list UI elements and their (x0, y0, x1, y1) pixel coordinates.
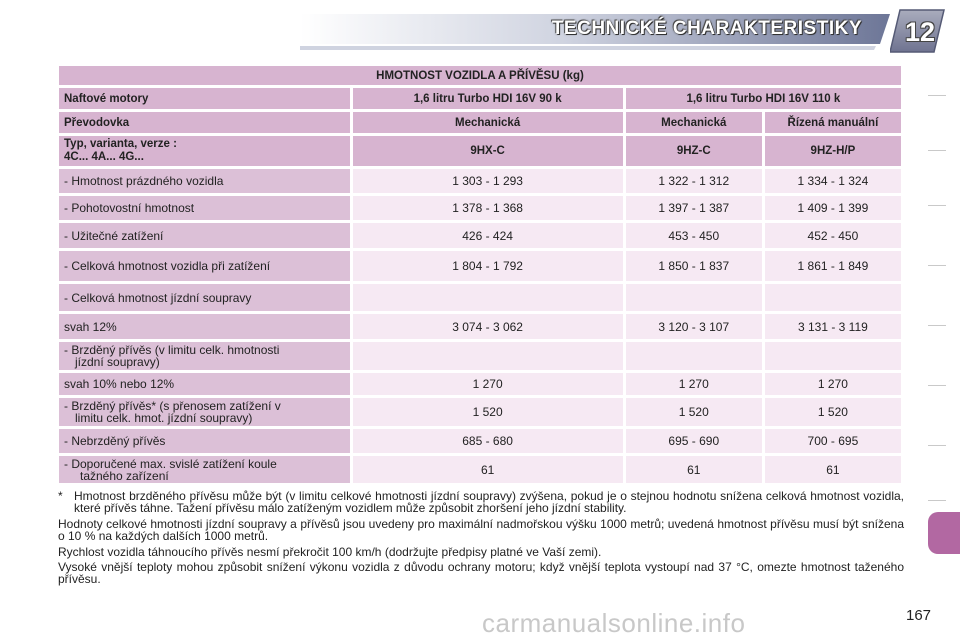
row-value: 61 (765, 456, 901, 483)
row-label: - Užitečné zatížení (59, 223, 350, 248)
page-title: TECHNICKÉ CHARAKTERISTIKY (551, 18, 862, 39)
gearbox-3: Řízená manuální (765, 112, 901, 133)
row-value: 1 520 (626, 398, 762, 426)
gearbox-1: Mechanická (353, 112, 623, 133)
gearbox-row (59, 112, 901, 133)
row-value: 1 409 - 1 399 (765, 196, 901, 220)
row-label (59, 398, 350, 426)
type-2: 9HZ-C (626, 136, 762, 166)
row-label-line1: - Brzděný přívěs (v limitu celk. hmotnosti (64, 343, 280, 357)
gearbox-label: Převodovka (59, 112, 350, 133)
weight-table (56, 63, 904, 486)
row-value: 61 (353, 456, 623, 483)
table-row (59, 456, 901, 483)
type-label (59, 136, 350, 166)
table-row (59, 314, 901, 339)
row-label-line1: - Brzděný přívěs* (s přenosem zatížení v (64, 399, 281, 413)
side-tab[interactable] (928, 205, 946, 206)
row-value: 1 378 - 1 368 (353, 196, 623, 220)
chapter-number: 12 (904, 17, 936, 47)
row-value (626, 342, 762, 370)
row-value: 1 334 - 1 324 (765, 169, 901, 193)
row-value: 1 520 (353, 398, 623, 426)
row-value: 1 270 (626, 373, 762, 395)
row-value: 1 850 - 1 837 (626, 251, 762, 281)
row-value: 685 - 680 (353, 429, 623, 453)
engine-1: 1,6 litru Turbo HDI 16V 90 k (353, 88, 623, 109)
table-title: HMOTNOST VOZIDLA A PŘÍVĚSU (kg) (59, 66, 901, 85)
row-label: svah 10% nebo 12% (59, 373, 350, 395)
row-label: - Celková hmotnost vozidla při zatížení (59, 251, 350, 281)
side-tab[interactable] (928, 500, 946, 501)
row-value: 3 074 - 3 062 (353, 314, 623, 339)
type-3: 9HZ-H/P (765, 136, 901, 166)
row-label: - Pohotovostní hmotnost (59, 196, 350, 220)
type-label-line2: 4C... 4A... 4G... (64, 151, 144, 163)
footnote-star: * (58, 489, 63, 503)
table-row (59, 251, 901, 281)
row-label-line1: - Doporučené max. svislé zatížení koule (64, 456, 277, 471)
row-value: 1 397 - 1 387 (626, 196, 762, 220)
row-label (59, 456, 350, 483)
row-value (353, 284, 623, 311)
row-value (765, 284, 901, 311)
table-row (59, 284, 901, 311)
table-row (59, 429, 901, 453)
row-label-line2: jízdní soupravy) (75, 355, 160, 369)
row-value: 1 303 - 1 293 (353, 169, 623, 193)
row-label: - Celková hmotnost jízdní soupravy (59, 284, 350, 311)
side-tab[interactable] (928, 445, 946, 446)
row-value: 452 - 450 (765, 223, 901, 248)
table-row (59, 373, 901, 395)
row-label: - Hmotnost prázdného vozidla (59, 169, 350, 193)
row-label (59, 342, 350, 370)
side-tab[interactable] (928, 385, 946, 386)
row-value: 695 - 690 (626, 429, 762, 453)
side-tab[interactable] (928, 325, 946, 326)
side-tab[interactable] (928, 150, 946, 151)
row-value: 3 131 - 3 119 (765, 314, 901, 339)
row-value: 1 270 (765, 373, 901, 395)
table-row (59, 169, 901, 193)
watermark: carmanualsonline.info (482, 608, 746, 638)
note-paragraph: Vysoké vnější teploty mohou způsobit snížení výkonu vozidla z důvodu ochrany motoru; když vnější teplota vystoupí nad 37 °C, omezte hmotnost taženého přívěsu. (58, 560, 904, 587)
row-value: 426 - 424 (353, 223, 623, 248)
table-row (59, 196, 901, 220)
gearbox-2: Mechanická (626, 112, 762, 133)
engine-row (59, 88, 901, 109)
row-value (353, 342, 623, 370)
type-1: 9HX-C (353, 136, 623, 166)
side-tab-active[interactable] (928, 512, 960, 554)
row-label: svah 12% (59, 314, 350, 339)
row-value: 700 - 695 (765, 429, 901, 453)
row-value: 1 520 (765, 398, 901, 426)
side-tab[interactable] (928, 95, 946, 96)
row-value: 61 (626, 456, 762, 483)
footnote-text: Hmotnost brzděného přívěsu může být (v limitu celkové hmotnosti jízdní soupravy) zvýšena, pokud je o stejnou hodnotu snížena celková hmotnost vozidla, které přívěs táhne. Tažení přívěsu málo zatíženým vozidlem může způsobit zhoršení jeho jízdní stability. (74, 489, 904, 516)
row-value (626, 284, 762, 311)
row-label-line2: tažného zařízení (80, 468, 169, 483)
notes-section (58, 490, 904, 589)
engine-2: 1,6 litru Turbo HDI 16V 110 k (626, 88, 901, 109)
side-tab[interactable] (928, 265, 946, 266)
row-label: - Nebrzděný přívěs (59, 429, 350, 453)
note-paragraph: Rychlost vozidla táhnoucího přívěs nesmí překročit 100 km/h (dodržujte předpisy platné ve Vaší zemi). (58, 544, 602, 559)
row-value: 3 120 - 3 107 (626, 314, 762, 339)
page-number: 167 (906, 607, 932, 624)
note-paragraph: Hodnoty celkové hmotnosti jízdní soupravy a přívěsů jsou uvedeny pro maximální nadmořskou výšku 1000 metrů; uvedená hmotnost přívěsu musí být snížena o 10 % na každých dalších 1000 metrů. (58, 516, 904, 544)
row-value: 453 - 450 (626, 223, 762, 248)
table-title-row (59, 66, 901, 85)
row-value (765, 342, 901, 370)
row-label-line2: limitu celk. hmot. jízdní soupravy) (75, 411, 253, 425)
row-value: 1 804 - 1 792 (353, 251, 623, 281)
table-row (59, 223, 901, 248)
type-label-line1: Typ, varianta, verze : (64, 138, 177, 150)
footnote (58, 490, 904, 515)
row-value: 1 861 - 1 849 (765, 251, 901, 281)
type-row (59, 136, 901, 166)
row-value: 1 322 - 1 312 (626, 169, 762, 193)
table-row (59, 398, 901, 426)
row-value: 1 270 (353, 373, 623, 395)
table-row (59, 342, 901, 370)
engines-label: Naftové motory (59, 88, 350, 109)
